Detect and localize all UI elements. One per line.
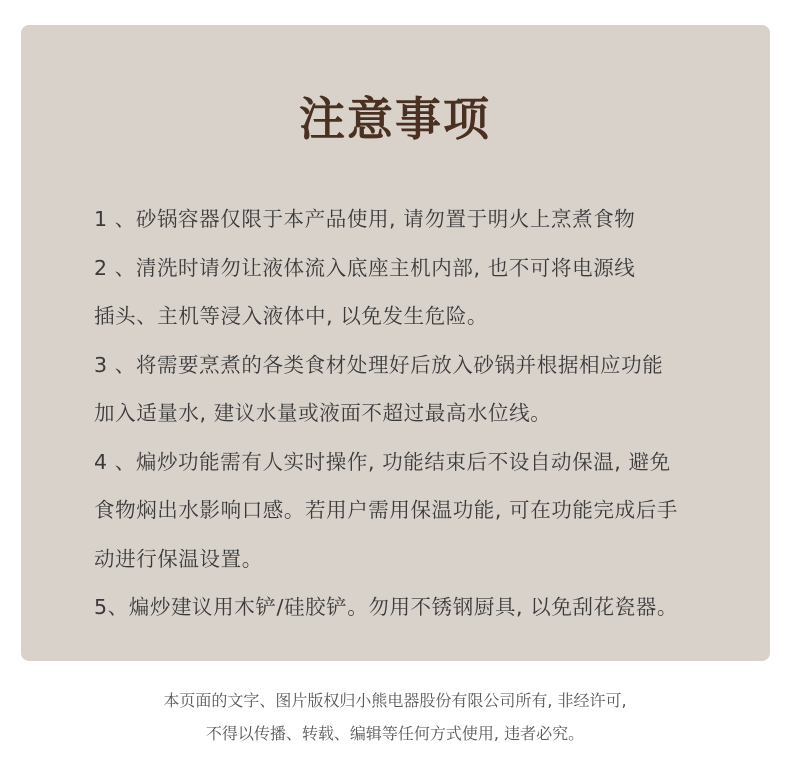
notice-item-3-continued: 加入适量水, 建议水量或液面不超过最高水位线。 [94,401,552,425]
copyright-line-2: 不得以传播、转载、编辑等任何方式使用, 违者必究。 [205,724,585,743]
notice-list [94,195,756,632]
notice-title: 注意事项 [299,92,491,146]
notice-item-4: 4 、煸炒功能需有人实时操作, 功能结束后不设自动保温, 避免 [94,449,671,474]
notice-item-1: 1 、砂锅容器仅限于本产品使用, 请勿置于明火上烹煮食物 [94,207,636,231]
copyright-line-1: 本页面的文字、图片版权归小熊电器股份有限公司所有, 非经许可, [163,691,627,710]
notice-item-3: 3 、将需要烹煮的各类食材处理好后放入砂锅并根据相应功能 [94,352,664,377]
notice-item-5: 5、煸炒建议用木铲/硅胶铲。勿用不锈钢厨具, 以免刮花瓷器。 [94,595,678,619]
notice-item-2: 2 、清洗时请勿让液体流入底座主机内部, 也不可将电源线 [94,255,636,280]
notice-item-4-continued: 食物焖出水影响口感。若用户需用保温功能, 可在功能完成后手 [94,498,678,522]
notice-item-2-continued: 插头、主机等浸入液体中, 以免发生危险。 [94,304,489,328]
copyright-notice [0,684,790,750]
notice-item-4-end: 动进行保温设置。 [94,546,263,571]
